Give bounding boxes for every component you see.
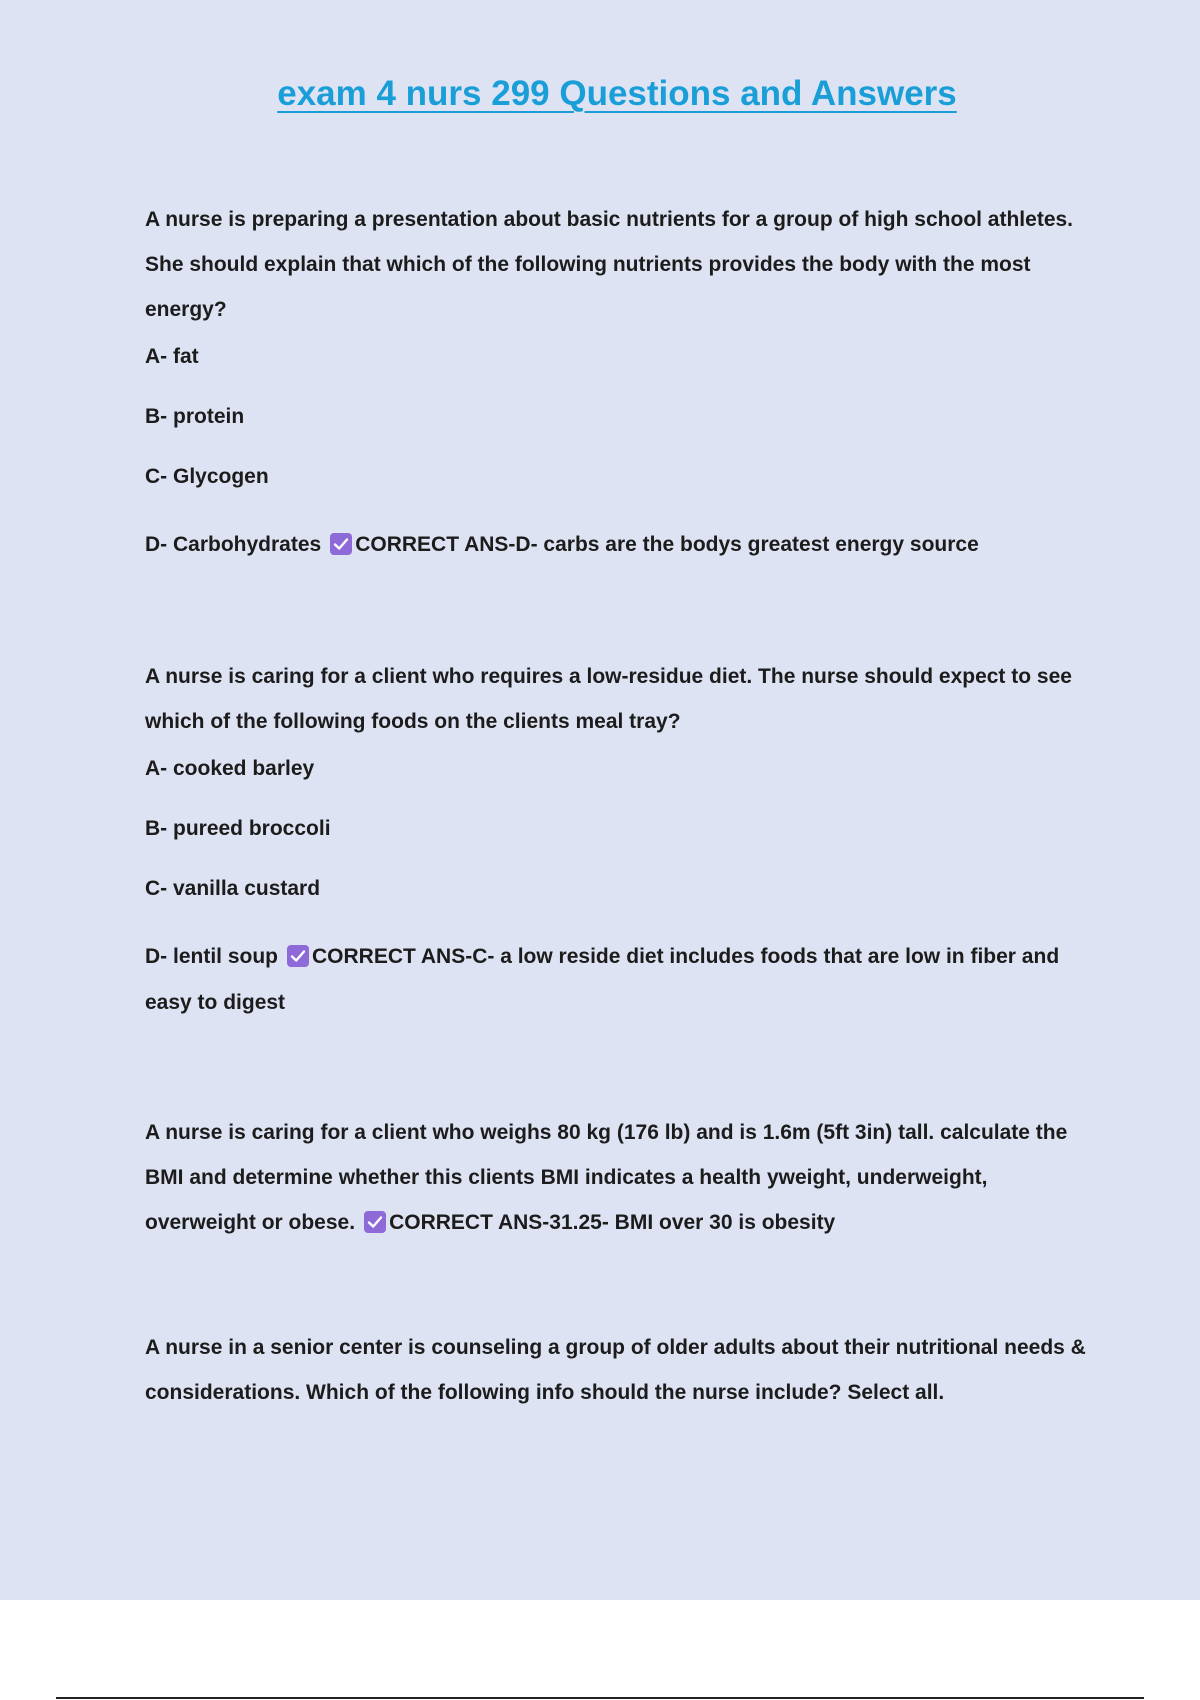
- footer-divider: [56, 1697, 1144, 1699]
- question-text: A nurse in a senior center is counseling a group of older adults about their nutritional needs & considerations. Which of the following info should the nurse include? Select all.: [145, 1336, 1086, 1404]
- answer-option-a: A- cooked barley: [145, 757, 315, 780]
- question-text: A nurse is caring for a client who requires a low-residue diet. The nurse should expect to see which of the following foods on the clients meal tray?: [145, 665, 1072, 733]
- checkmark-icon: [287, 945, 309, 967]
- answer-option-b: B- pureed broccoli: [145, 817, 331, 840]
- question-block-1: [145, 197, 1095, 568]
- answer-option-d-line: [145, 934, 1095, 1026]
- answer-option-d: D- Carbohydrates: [145, 533, 322, 556]
- correct-answer: CORRECT ANS-31.25- BMI over 30 is obesity: [389, 1211, 836, 1234]
- answer-option-b: B- protein: [145, 405, 245, 428]
- answer-option-d-line: [145, 522, 1095, 568]
- checkmark-icon: [330, 533, 352, 555]
- question-text: A nurse is preparing a presentation about basic nutrients for a group of high school athletes. She should explain that which of the following nutrients provides the body with the most energy?: [145, 208, 1074, 321]
- question-line: [145, 1110, 1095, 1245]
- correct-answer: CORRECT ANS-C- a low reside diet includes foods that are low in fiber and easy to digest: [145, 945, 1060, 1014]
- document-title: exam 4 nurs 299 Questions and Answers: [277, 74, 957, 113]
- correct-answer: CORRECT ANS-D- carbs are the bodys greatest energy source: [355, 533, 979, 556]
- question-block-4: [145, 1325, 1095, 1415]
- question-block-2: [145, 654, 1095, 1026]
- answer-option-c: C- vanilla custard: [145, 877, 321, 900]
- answer-option-a: A- fat: [145, 345, 199, 368]
- checkmark-icon: [364, 1211, 386, 1233]
- answer-option-c: C- Glycogen: [145, 465, 269, 488]
- answer-option-d: D- lentil soup: [145, 945, 278, 968]
- question-block-3: [145, 1110, 1095, 1245]
- question-text: A nurse is caring for a client who weighs 80 kg (176 lb) and is 1.6m (5ft 3in) tall. calculate the BMI and determine whether this clients BMI indicates a health yweight, underweight, overweight or obese.: [145, 1121, 1068, 1234]
